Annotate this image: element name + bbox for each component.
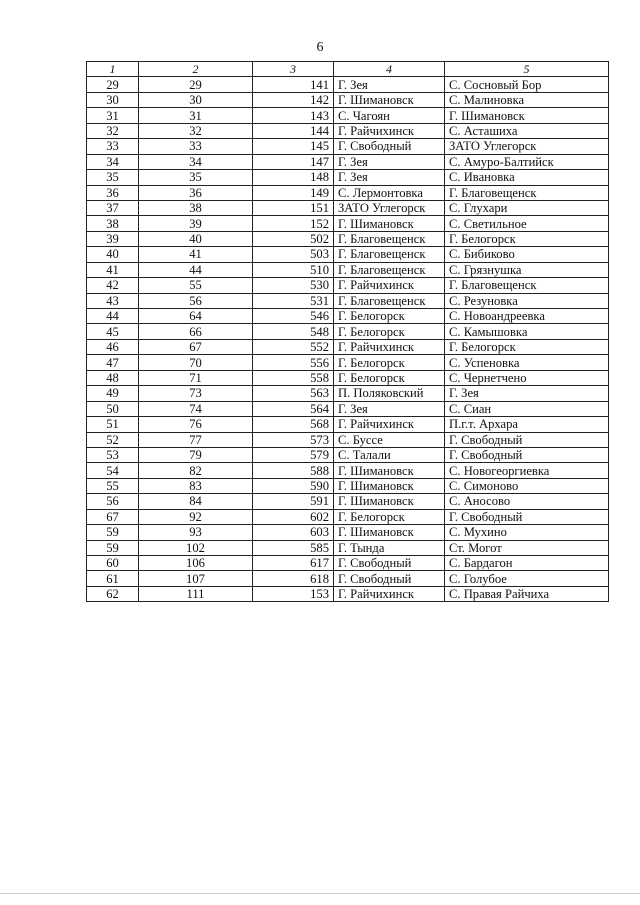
register-number-cell: 591 — [253, 494, 334, 509]
register-number-cell: 530 — [253, 278, 334, 293]
start-point-cell: Г. Зея — [334, 154, 445, 169]
row-number-cell: 29 — [87, 77, 139, 92]
row-number-cell: 31 — [87, 108, 139, 123]
register-number-cell: 585 — [253, 540, 334, 555]
row-number-cell: 60 — [87, 556, 139, 571]
table-row — [87, 386, 609, 401]
register-number-cell: 141 — [253, 77, 334, 92]
register-number-cell: 145 — [253, 139, 334, 154]
start-point-cell: Г. Райчихинск — [334, 123, 445, 138]
row-number-cell: 54 — [87, 463, 139, 478]
start-point-cell: Г. Шимановск — [334, 494, 445, 509]
table-row — [87, 494, 609, 509]
route-number-cell: 70 — [139, 355, 253, 370]
table-row — [87, 401, 609, 416]
register-number-cell: 152 — [253, 216, 334, 231]
row-number-cell: 59 — [87, 540, 139, 555]
start-point-cell: Г. Благовещенск — [334, 231, 445, 246]
route-number-cell: 33 — [139, 139, 253, 154]
start-point-cell: Г. Благовещенск — [334, 293, 445, 308]
route-number-cell: 36 — [139, 185, 253, 200]
row-number-cell: 30 — [87, 92, 139, 107]
end-point-cell: С. Грязнушка — [445, 262, 609, 277]
start-point-cell: Г. Свободный — [334, 139, 445, 154]
route-number-cell: 73 — [139, 386, 253, 401]
row-number-cell: 39 — [87, 231, 139, 246]
table-row — [87, 185, 609, 200]
route-number-cell: 39 — [139, 216, 253, 231]
end-point-cell: С. Аносово — [445, 494, 609, 509]
register-number-cell: 602 — [253, 509, 334, 524]
start-point-cell: Г. Зея — [334, 170, 445, 185]
table-row — [87, 231, 609, 246]
route-number-cell: 38 — [139, 200, 253, 215]
row-number-cell: 59 — [87, 525, 139, 540]
start-point-cell: Г. Белогорск — [334, 370, 445, 385]
register-number-cell: 546 — [253, 309, 334, 324]
end-point-cell: С. Камышовка — [445, 324, 609, 339]
register-number-cell: 142 — [253, 92, 334, 107]
start-point-cell: Г. Белогорск — [334, 355, 445, 370]
row-number-cell: 41 — [87, 262, 139, 277]
route-number-cell: 55 — [139, 278, 253, 293]
table-row — [87, 525, 609, 540]
route-number-cell: 35 — [139, 170, 253, 185]
end-point-cell: С. Новоандреевка — [445, 309, 609, 324]
end-point-cell: Г. Свободный — [445, 432, 609, 447]
row-number-cell: 46 — [87, 339, 139, 354]
table-row — [87, 123, 609, 138]
register-number-cell: 153 — [253, 586, 334, 601]
route-number-cell: 31 — [139, 108, 253, 123]
row-number-cell: 38 — [87, 216, 139, 231]
register-number-cell: 556 — [253, 355, 334, 370]
end-point-cell: С. Ивановка — [445, 170, 609, 185]
end-point-cell: Г. Белогорск — [445, 339, 609, 354]
route-number-cell: 41 — [139, 247, 253, 262]
table-row — [87, 309, 609, 324]
table-row — [87, 339, 609, 354]
table-row — [87, 216, 609, 231]
register-number-cell: 151 — [253, 200, 334, 215]
end-point-cell: Г. Благовещенск — [445, 185, 609, 200]
table-row — [87, 355, 609, 370]
end-point-cell: С. Светильное — [445, 216, 609, 231]
register-number-cell: 148 — [253, 170, 334, 185]
table-row — [87, 170, 609, 185]
table-row — [87, 509, 609, 524]
end-point-cell: Г. Благовещенск — [445, 278, 609, 293]
route-number-cell: 93 — [139, 525, 253, 540]
end-point-cell: Ст. Могот — [445, 540, 609, 555]
row-number-cell: 52 — [87, 432, 139, 447]
end-point-cell: С. Сосновый Бор — [445, 77, 609, 92]
table-row — [87, 540, 609, 555]
start-point-cell: Г. Зея — [334, 77, 445, 92]
table-row — [87, 571, 609, 586]
row-number-cell: 55 — [87, 478, 139, 493]
row-number-cell: 36 — [87, 185, 139, 200]
register-number-cell: 552 — [253, 339, 334, 354]
row-number-cell: 62 — [87, 586, 139, 601]
register-number-cell: 149 — [253, 185, 334, 200]
route-number-cell: 102 — [139, 540, 253, 555]
table-row — [87, 586, 609, 601]
row-number-cell: 53 — [87, 447, 139, 462]
start-point-cell: Г. Шимановск — [334, 92, 445, 107]
register-number-cell: 558 — [253, 370, 334, 385]
register-number-cell: 617 — [253, 556, 334, 571]
table-row — [87, 370, 609, 385]
table-row — [87, 432, 609, 447]
route-number-cell: 30 — [139, 92, 253, 107]
end-point-cell: Г. Белогорск — [445, 231, 609, 246]
page-number: 6 — [316, 40, 324, 55]
end-point-cell: Г. Свободный — [445, 509, 609, 524]
start-point-cell: Г. Благовещенск — [334, 247, 445, 262]
register-number-cell: 510 — [253, 262, 334, 277]
register-number-cell: 568 — [253, 417, 334, 432]
start-point-cell: ЗАТО Углегорск — [334, 200, 445, 215]
route-number-cell: 34 — [139, 154, 253, 169]
register-number-cell: 147 — [253, 154, 334, 169]
register-number-cell: 548 — [253, 324, 334, 339]
table-header-row — [87, 62, 609, 77]
end-point-cell: Г. Свободный — [445, 447, 609, 462]
route-number-cell: 79 — [139, 447, 253, 462]
start-point-cell: Г. Шимановск — [334, 463, 445, 478]
end-point-cell: С. Чернетчено — [445, 370, 609, 385]
register-number-cell: 618 — [253, 571, 334, 586]
start-point-cell: С. Талали — [334, 447, 445, 462]
scan-edge-line — [0, 893, 640, 894]
end-point-cell: С. Мухино — [445, 525, 609, 540]
route-number-cell: 40 — [139, 231, 253, 246]
column-header-5: 5 — [445, 62, 609, 77]
register-number-cell: 144 — [253, 123, 334, 138]
row-number-cell: 47 — [87, 355, 139, 370]
start-point-cell: С. Чагоян — [334, 108, 445, 123]
start-point-cell: Г. Райчихинск — [334, 586, 445, 601]
route-number-cell: 32 — [139, 123, 253, 138]
route-number-cell: 111 — [139, 586, 253, 601]
start-point-cell: Г. Белогорск — [334, 324, 445, 339]
route-number-cell: 56 — [139, 293, 253, 308]
row-number-cell: 67 — [87, 509, 139, 524]
row-number-cell: 49 — [87, 386, 139, 401]
table-row — [87, 478, 609, 493]
table-row — [87, 447, 609, 462]
end-point-cell: С. Голубое — [445, 571, 609, 586]
route-number-cell: 67 — [139, 339, 253, 354]
start-point-cell: Г. Райчихинск — [334, 339, 445, 354]
end-point-cell: С. Асташиха — [445, 123, 609, 138]
start-point-cell: Г. Райчихинск — [334, 278, 445, 293]
table-row — [87, 324, 609, 339]
row-number-cell: 48 — [87, 370, 139, 385]
end-point-cell: С. Правая Райчиха — [445, 586, 609, 601]
route-number-cell: 77 — [139, 432, 253, 447]
start-point-cell: Г. Райчихинск — [334, 417, 445, 432]
table-row — [87, 108, 609, 123]
column-header-1: 1 — [87, 62, 139, 77]
start-point-cell: Г. Белогорск — [334, 509, 445, 524]
end-point-cell: С. Бардагон — [445, 556, 609, 571]
end-point-cell: С. Новогеоргиевка — [445, 463, 609, 478]
end-point-cell: С. Успеновка — [445, 355, 609, 370]
routes-table — [86, 61, 609, 602]
route-number-cell: 107 — [139, 571, 253, 586]
register-number-cell: 579 — [253, 447, 334, 462]
register-number-cell: 603 — [253, 525, 334, 540]
route-number-cell: 82 — [139, 463, 253, 478]
route-number-cell: 74 — [139, 401, 253, 416]
table-row — [87, 293, 609, 308]
row-number-cell: 37 — [87, 200, 139, 215]
start-point-cell: С. Лермонтовка — [334, 185, 445, 200]
end-point-cell: С. Резуновка — [445, 293, 609, 308]
register-number-cell: 590 — [253, 478, 334, 493]
table-body — [87, 77, 609, 602]
route-number-cell: 106 — [139, 556, 253, 571]
table-row — [87, 200, 609, 215]
table-row — [87, 417, 609, 432]
start-point-cell: П. Поляковский — [334, 386, 445, 401]
start-point-cell: Г. Шимановск — [334, 478, 445, 493]
end-point-cell: С. Симоново — [445, 478, 609, 493]
table-row — [87, 262, 609, 277]
route-number-cell: 64 — [139, 309, 253, 324]
row-number-cell: 56 — [87, 494, 139, 509]
column-header-4: 4 — [334, 62, 445, 77]
end-point-cell: С. Амуро-Балтийск — [445, 154, 609, 169]
register-number-cell: 531 — [253, 293, 334, 308]
column-header-3: 3 — [253, 62, 334, 77]
register-number-cell: 588 — [253, 463, 334, 478]
start-point-cell: Г. Благовещенск — [334, 262, 445, 277]
row-number-cell: 44 — [87, 309, 139, 324]
route-number-cell: 92 — [139, 509, 253, 524]
start-point-cell: Г. Шимановск — [334, 216, 445, 231]
end-point-cell: ЗАТО Углегорск — [445, 139, 609, 154]
row-number-cell: 50 — [87, 401, 139, 416]
register-number-cell: 573 — [253, 432, 334, 447]
route-number-cell: 83 — [139, 478, 253, 493]
route-number-cell: 44 — [139, 262, 253, 277]
table-row — [87, 154, 609, 169]
register-number-cell: 563 — [253, 386, 334, 401]
route-number-cell: 76 — [139, 417, 253, 432]
table-row — [87, 77, 609, 92]
register-number-cell: 564 — [253, 401, 334, 416]
row-number-cell: 34 — [87, 154, 139, 169]
table-row — [87, 92, 609, 107]
row-number-cell: 43 — [87, 293, 139, 308]
start-point-cell: Г. Свободный — [334, 556, 445, 571]
start-point-cell: Г. Белогорск — [334, 309, 445, 324]
table-row — [87, 139, 609, 154]
row-number-cell: 33 — [87, 139, 139, 154]
row-number-cell: 61 — [87, 571, 139, 586]
column-header-2: 2 — [139, 62, 253, 77]
start-point-cell: Г. Свободный — [334, 571, 445, 586]
row-number-cell: 42 — [87, 278, 139, 293]
table-row — [87, 247, 609, 262]
route-number-cell: 29 — [139, 77, 253, 92]
row-number-cell: 45 — [87, 324, 139, 339]
row-number-cell: 40 — [87, 247, 139, 262]
table-row — [87, 463, 609, 478]
row-number-cell: 32 — [87, 123, 139, 138]
start-point-cell: Г. Шимановск — [334, 525, 445, 540]
start-point-cell: С. Буссе — [334, 432, 445, 447]
end-point-cell: С. Глухари — [445, 200, 609, 215]
route-number-cell: 66 — [139, 324, 253, 339]
route-number-cell: 71 — [139, 370, 253, 385]
row-number-cell: 51 — [87, 417, 139, 432]
register-number-cell: 503 — [253, 247, 334, 262]
table-row — [87, 278, 609, 293]
end-point-cell: П.г.т. Архара — [445, 417, 609, 432]
end-point-cell: С. Сиан — [445, 401, 609, 416]
end-point-cell: С. Малиновка — [445, 92, 609, 107]
start-point-cell: Г. Зея — [334, 401, 445, 416]
row-number-cell: 35 — [87, 170, 139, 185]
route-number-cell: 84 — [139, 494, 253, 509]
register-number-cell: 502 — [253, 231, 334, 246]
end-point-cell: С. Бибиково — [445, 247, 609, 262]
end-point-cell: Г. Шимановск — [445, 108, 609, 123]
table-row — [87, 556, 609, 571]
end-point-cell: Г. Зея — [445, 386, 609, 401]
register-number-cell: 143 — [253, 108, 334, 123]
start-point-cell: Г. Тында — [334, 540, 445, 555]
